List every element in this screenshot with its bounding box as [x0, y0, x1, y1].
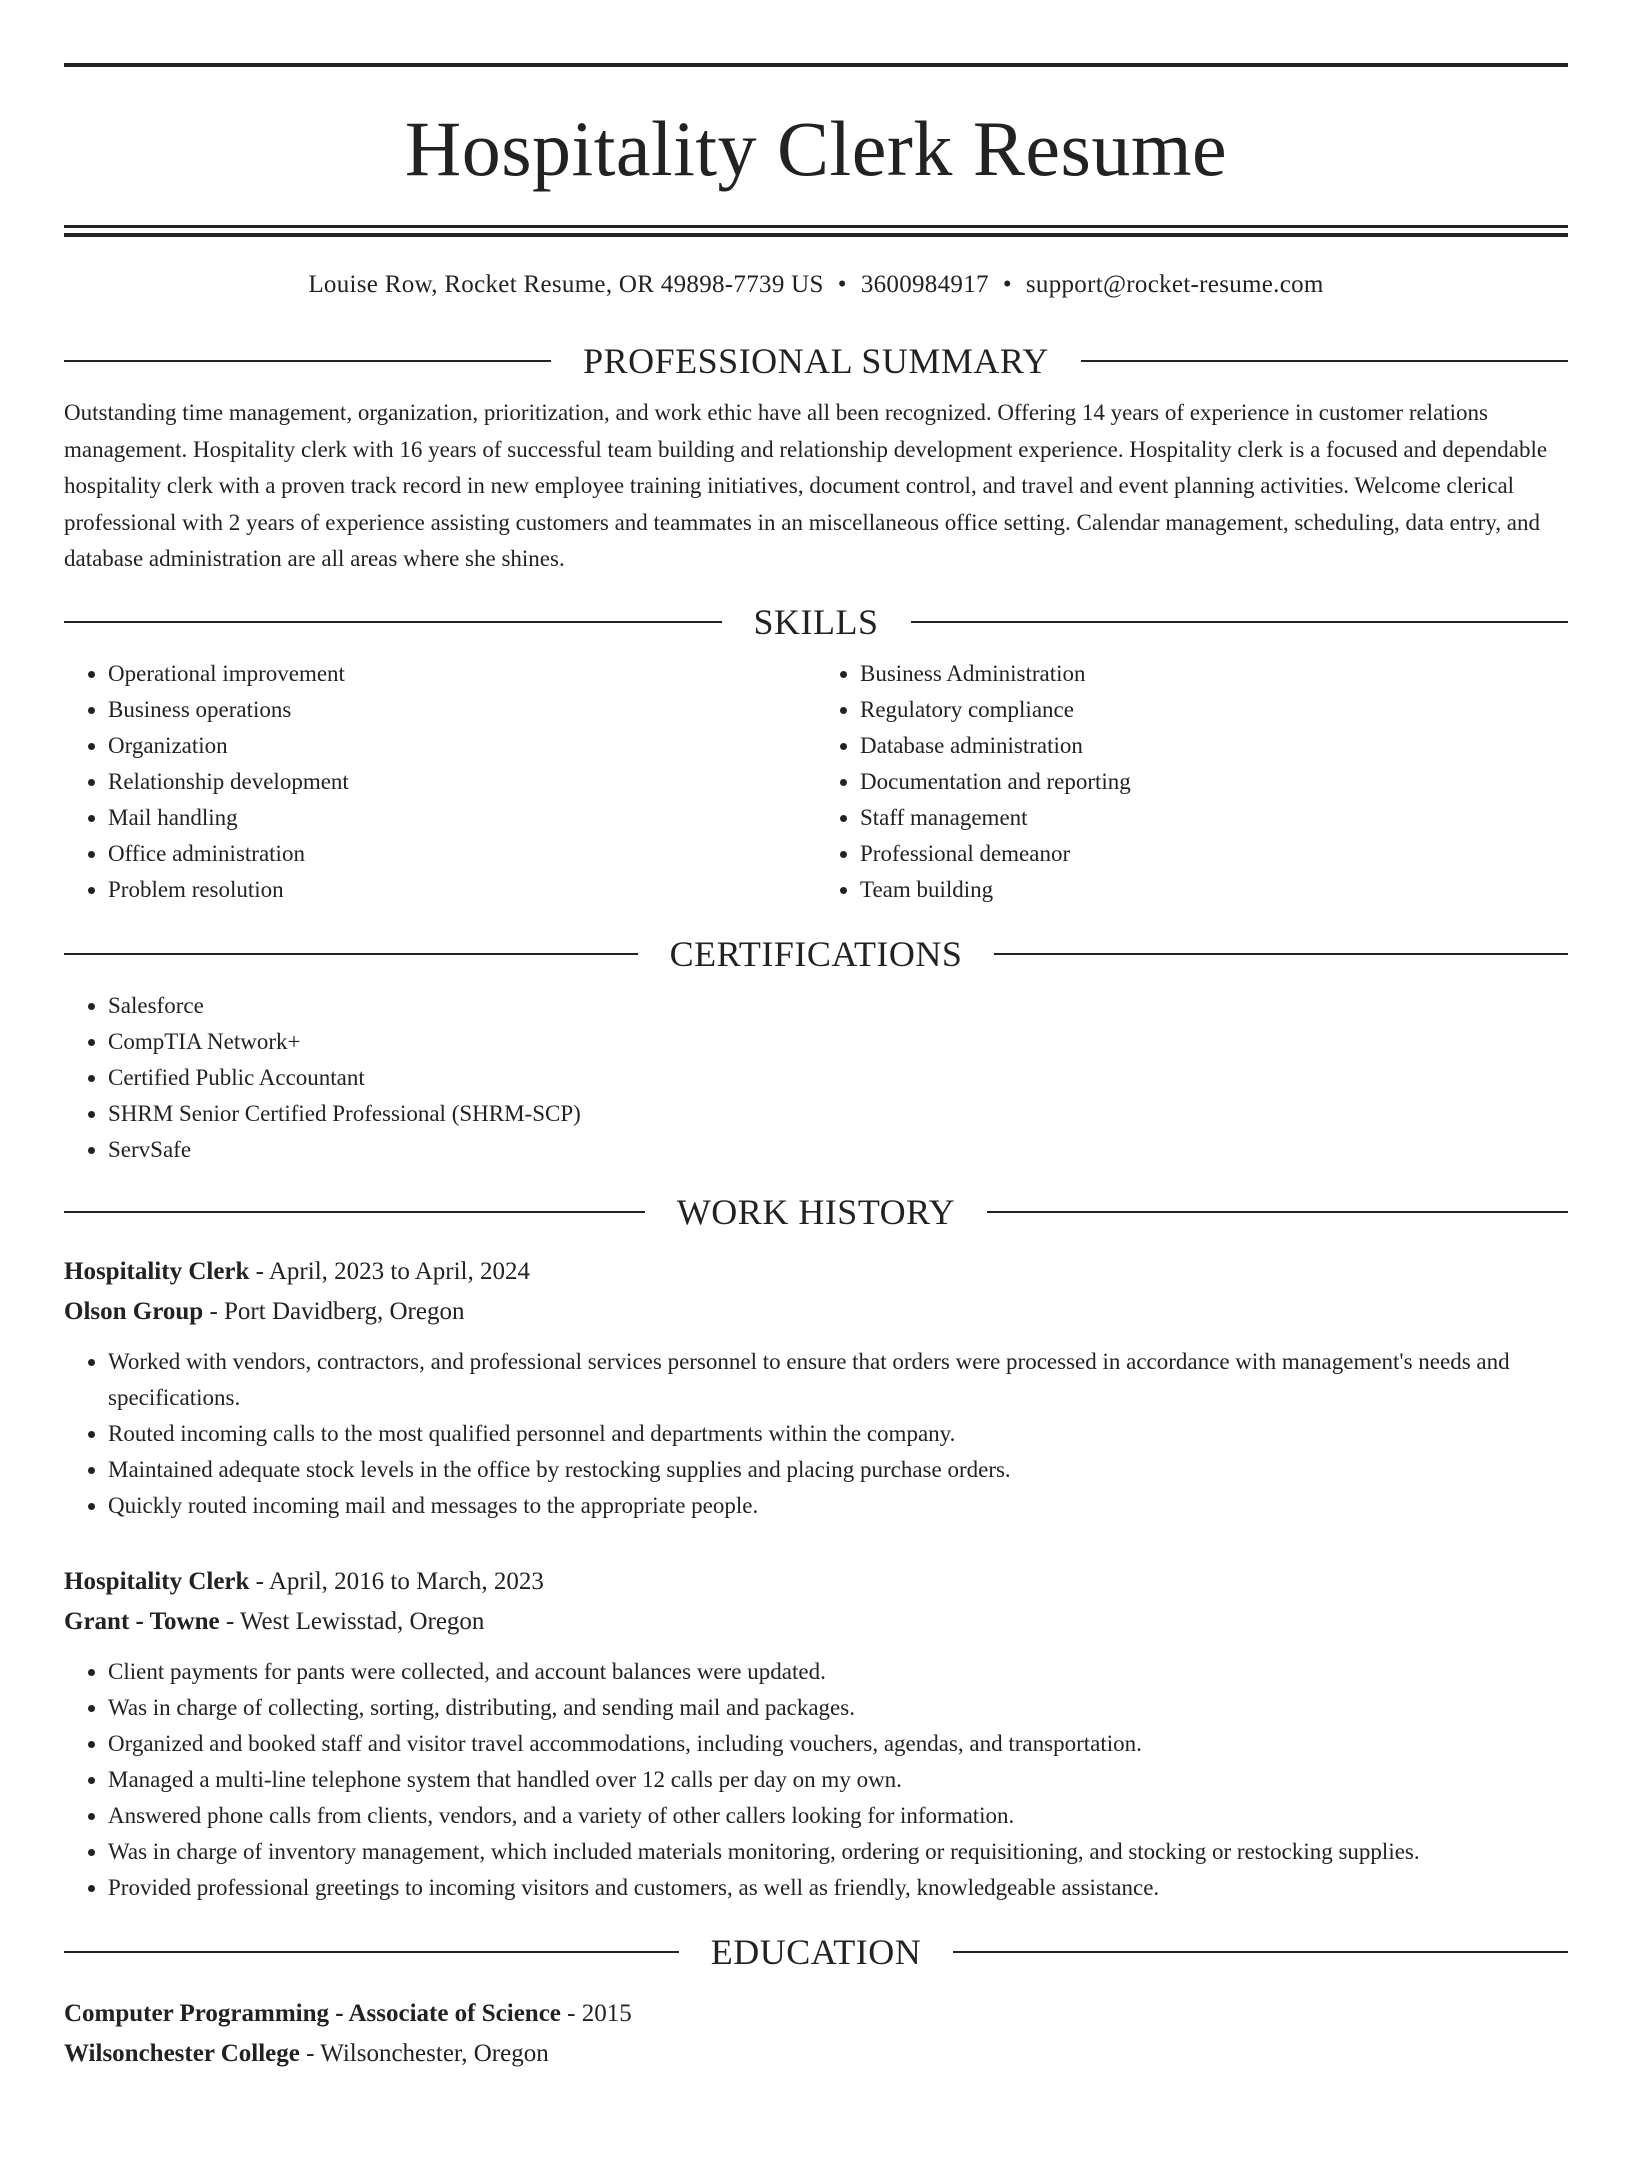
section-title-skills: SKILLS: [753, 601, 879, 642]
list-item: • Routed incoming calls to the most qualified personnel and departments within the company.: [108, 1416, 1568, 1452]
skills-grid: [64, 656, 1568, 908]
job-company: Olson Group: [64, 1297, 204, 1325]
list-item: • Salesforce: [108, 988, 1568, 1024]
section-rule: [911, 621, 1569, 623]
section-title-education: EDUCATION: [710, 1931, 922, 1972]
summary-text: Outstanding time management, organization, prioritization, and work ethic have all been recognized. Offering 14 years of experience in customer relations management. Hospitality clerk with 16 years of successful team building and relationship development experience. Hospitality clerk is a focused and dependable hospitality clerk with a proven track record in new employee training initiatives, document control, and travel and event planning activities. Welcome clerical professional with 2 years of experience assisting customers and teammates in an miscellaneous office setting. Calendar management, scheduling, data entry, and database administration are all areas where she shines.: [64, 400, 1548, 571]
contact-phone: 3600984917: [860, 271, 989, 298]
section-rule: [64, 1951, 679, 1953]
education-location: - Wilsonchester, Oregon: [299, 2039, 549, 2067]
list-item: • Staff management: [860, 800, 1568, 836]
contact-separator: •: [1002, 271, 1012, 298]
education-school-line: [64, 2034, 1568, 2074]
title-double-rule: [64, 225, 1568, 237]
skills-list-left: [64, 656, 816, 908]
list-item: • Was in charge of inventory management, which included materials monitoring, ordering or requisitioning, and stocking or restocking supplies.: [108, 1834, 1568, 1870]
list-item: • Database administration: [860, 728, 1568, 764]
section-rule: [953, 1951, 1568, 1953]
job-title-line: [64, 1562, 1568, 1602]
job-title-line: [64, 1252, 1568, 1292]
list-item: • Team building: [860, 872, 1568, 908]
job-title: Hospitality Clerk: [64, 1257, 250, 1285]
list-item: • Mail handling: [108, 800, 816, 836]
contact-address: Louise Row, Rocket Resume, OR 49898-7739 US: [308, 271, 824, 298]
job-dates: - April, 2023 to April, 2024: [249, 1257, 530, 1285]
list-item: • Client payments for pants were collected, and account balances were updated.: [108, 1654, 1568, 1690]
page-title: Hospitality Clerk Resume: [404, 105, 1228, 192]
job-entry: [64, 1562, 1568, 1906]
list-item: • Provided professional greetings to incoming visitors and customers, as well as friendly, knowledgeable assistance.: [108, 1870, 1568, 1906]
list-item: • Worked with vendors, contractors, and professional services personnel to ensure that orders were processed in accordance with management's needs and specifications.: [108, 1344, 1568, 1416]
contact-email: support@rocket-resume.com: [1025, 271, 1324, 298]
education-school: Wilsonchester College: [64, 2039, 300, 2067]
section-rule: [64, 953, 638, 955]
contact-line: [64, 268, 1568, 302]
section-rule: [64, 360, 551, 362]
section-title-summary: PROFESSIONAL SUMMARY: [583, 341, 1049, 381]
section-rule: [994, 953, 1568, 955]
section-header-certifications: [64, 932, 1568, 976]
list-item: • Organized and booked staff and visitor travel accommodations, including vouchers, agendas, and transportation.: [108, 1726, 1568, 1762]
list-item: • Answered phone calls from clients, vendors, and a variety of other callers looking for information.: [108, 1798, 1568, 1834]
job-entry: [64, 1252, 1568, 1524]
education-degree-line: [64, 1994, 1568, 2034]
list-item: • SHRM Senior Certified Professional (SHRM-SCP): [108, 1096, 1568, 1132]
list-item: • Regulatory compliance: [860, 692, 1568, 728]
list-item: • Organization: [108, 728, 816, 764]
list-item: • Business operations: [108, 692, 816, 728]
list-item: • CompTIA Network+: [108, 1024, 1568, 1060]
list-item: • Documentation and reporting: [860, 764, 1568, 800]
section-header-education: [64, 1930, 1568, 1974]
section-rule: [64, 621, 722, 623]
section-header-skills: [64, 600, 1568, 644]
education-year: - 2015: [560, 1999, 632, 2027]
list-item: • Operational improvement: [108, 656, 816, 692]
section-rule: [987, 1211, 1568, 1213]
top-rule: [64, 63, 1568, 67]
list-item: • Certified Public Accountant: [108, 1060, 1568, 1096]
education-degree: Computer Programming - Associate of Science: [64, 1999, 561, 2027]
list-item: • Maintained adequate stock levels in the office by restocking supplies and placing purchase orders.: [108, 1452, 1568, 1488]
list-item: • Quickly routed incoming mail and messages to the appropriate people.: [108, 1488, 1568, 1524]
section-title-certifications: CERTIFICATIONS: [669, 933, 963, 974]
job-dates: - April, 2016 to March, 2023: [249, 1567, 544, 1595]
list-item: • Managed a multi-line telephone system that handled over 12 calls per day on my own.: [108, 1762, 1568, 1798]
section-title-work: WORK HISTORY: [676, 1191, 956, 1232]
section-header-work: [64, 1190, 1568, 1234]
list-item: • Professional demeanor: [860, 836, 1568, 872]
contact-separator: •: [837, 271, 847, 298]
section-rule: [64, 1211, 645, 1213]
resume-page: [0, 63, 1632, 2175]
list-item: • Relationship development: [108, 764, 816, 800]
list-item: • Business Administration: [860, 656, 1568, 692]
job-location: - Port Davidberg, Oregon: [203, 1297, 465, 1325]
job-company-line: [64, 1602, 1568, 1642]
job-company: Grant - Towne: [64, 1607, 220, 1635]
certifications-list: [64, 988, 1568, 1168]
list-item: • Was in charge of collecting, sorting, distributing, and sending mail and packages.: [108, 1690, 1568, 1726]
job-company-line: [64, 1292, 1568, 1332]
job-bullets: [64, 1654, 1568, 1906]
list-item: • Office administration: [108, 836, 816, 872]
section-header-summary: [64, 339, 1568, 383]
education-entry: [64, 1994, 1568, 2074]
list-item: • Problem resolution: [108, 872, 816, 908]
list-item: • ServSafe: [108, 1132, 1568, 1168]
skills-list-right: [816, 656, 1568, 908]
job-title: Hospitality Clerk: [64, 1567, 250, 1595]
job-location: - West Lewisstad, Oregon: [219, 1607, 485, 1635]
job-bullets: [64, 1344, 1568, 1524]
section-rule: [1081, 360, 1568, 362]
